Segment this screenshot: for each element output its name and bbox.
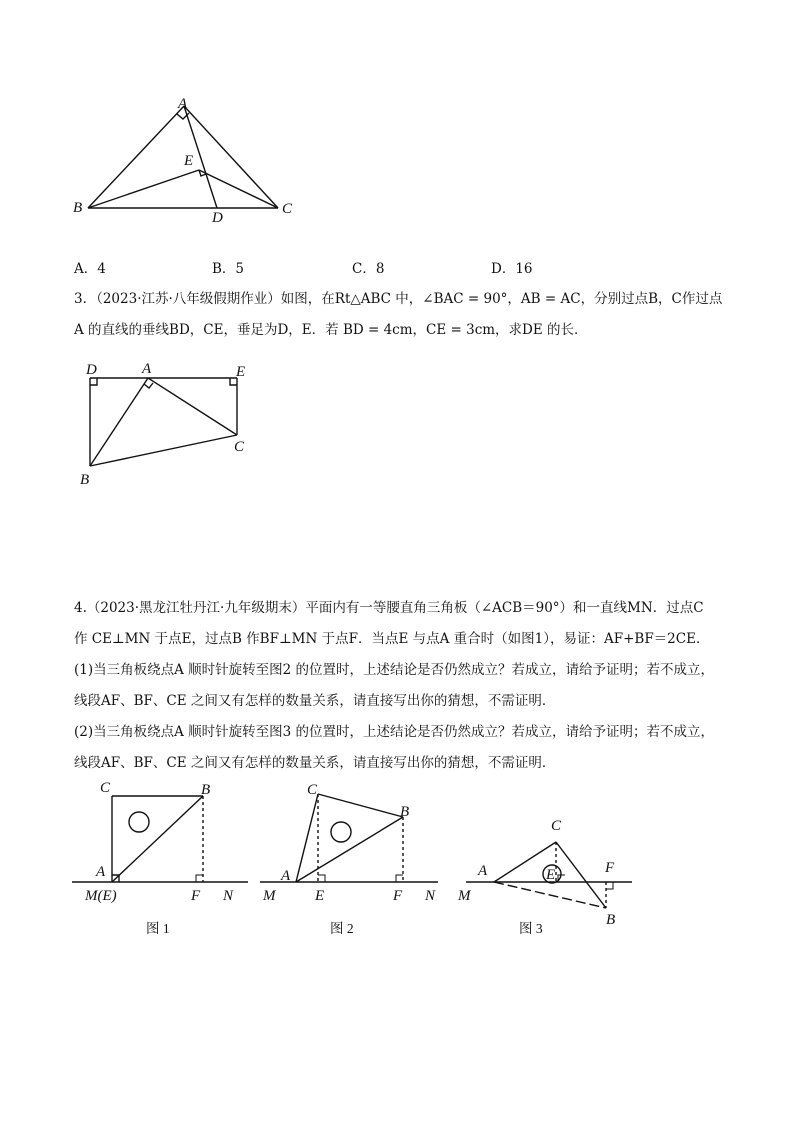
label-F: F <box>393 888 403 904</box>
q4-line4: 线段AF、BF、CE 之间又有怎样的数量关系，请直接写出你的猜想，不需证明． <box>74 693 556 709</box>
label-D: D <box>212 210 223 226</box>
label-M: M <box>458 888 471 904</box>
q3-line1: 3．（2023·江苏·八年级假期作业）如图，在Rt△ABC 中，∠BAC = 90°，AB = AC，分别过点B，C作过点 <box>74 291 723 307</box>
label-E: E <box>236 364 246 380</box>
q4-line1: 4.（2023·黑龙江牡丹江·九年级期末）平面内有一等腰直角三角板（∠ACB＝90°）和一直线MN．过点C <box>74 600 704 616</box>
q4-line5: (2)当三角板绕点A 顺时针旋转至图3 的位置时，上述结论是否仍然成立？若成立，请给予证明；若不成立， <box>74 724 715 740</box>
q4-line3: (1)当三角板绕点A 顺时针旋转至图2 的位置时，上述结论是否仍然成立？若成立，请给予证明；若不成立， <box>74 662 715 678</box>
caption-fig2: 图 2 <box>330 921 354 936</box>
label-C: C <box>307 782 318 798</box>
label-B: B <box>400 804 410 820</box>
label-A: A <box>281 868 291 884</box>
label-F: F <box>605 860 615 876</box>
figure-2 <box>258 776 448 946</box>
label-D: D <box>86 362 97 378</box>
label-C: C <box>551 818 562 834</box>
choice-b: B．5 <box>212 261 245 277</box>
caption-fig3: 图 3 <box>519 921 543 936</box>
figure-1 <box>70 776 250 946</box>
label-A: A <box>178 96 188 112</box>
figure-3 <box>456 808 646 948</box>
choice-c: C．8 <box>352 261 385 277</box>
label-B: B <box>201 782 211 798</box>
label-C: C <box>282 201 293 217</box>
figure-q3 <box>75 358 265 488</box>
choice-a: A．4 <box>74 261 106 277</box>
label-M-E: M(E) <box>85 888 117 904</box>
figure-top <box>60 90 310 230</box>
choice-d: D．16 <box>491 261 533 277</box>
label-N: N <box>223 888 234 904</box>
label-E: E <box>546 867 556 883</box>
label-B: B <box>73 200 83 216</box>
label-B: B <box>80 472 90 488</box>
label-E: E <box>184 153 194 169</box>
label-A: A <box>478 863 488 879</box>
label-N: N <box>425 888 436 904</box>
label-C: C <box>234 439 245 455</box>
label-F: F <box>191 888 201 904</box>
label-A: A <box>142 361 152 377</box>
label-M: M <box>263 888 276 904</box>
label-C: C <box>100 780 111 796</box>
caption-fig1: 图 1 <box>146 921 170 936</box>
label-E: E <box>315 888 325 904</box>
q4-line2: 作 CE⊥MN 于点E，过点B 作BF⊥MN 于点F．当点E 与点A 重合时（如图1），易证：AF+BF＝2CE． <box>74 631 710 647</box>
q4-line6: 线段AF、BF、CE 之间又有怎样的数量关系，请直接写出你的猜想，不需证明． <box>74 755 556 771</box>
label-B: B <box>606 912 616 928</box>
q3-line2: A 的直线的垂线BD，CE，垂足为D，E．若 BD = 4cm，CE = 3cm，求DE 的长． <box>74 322 588 338</box>
label-A: A <box>96 864 106 880</box>
